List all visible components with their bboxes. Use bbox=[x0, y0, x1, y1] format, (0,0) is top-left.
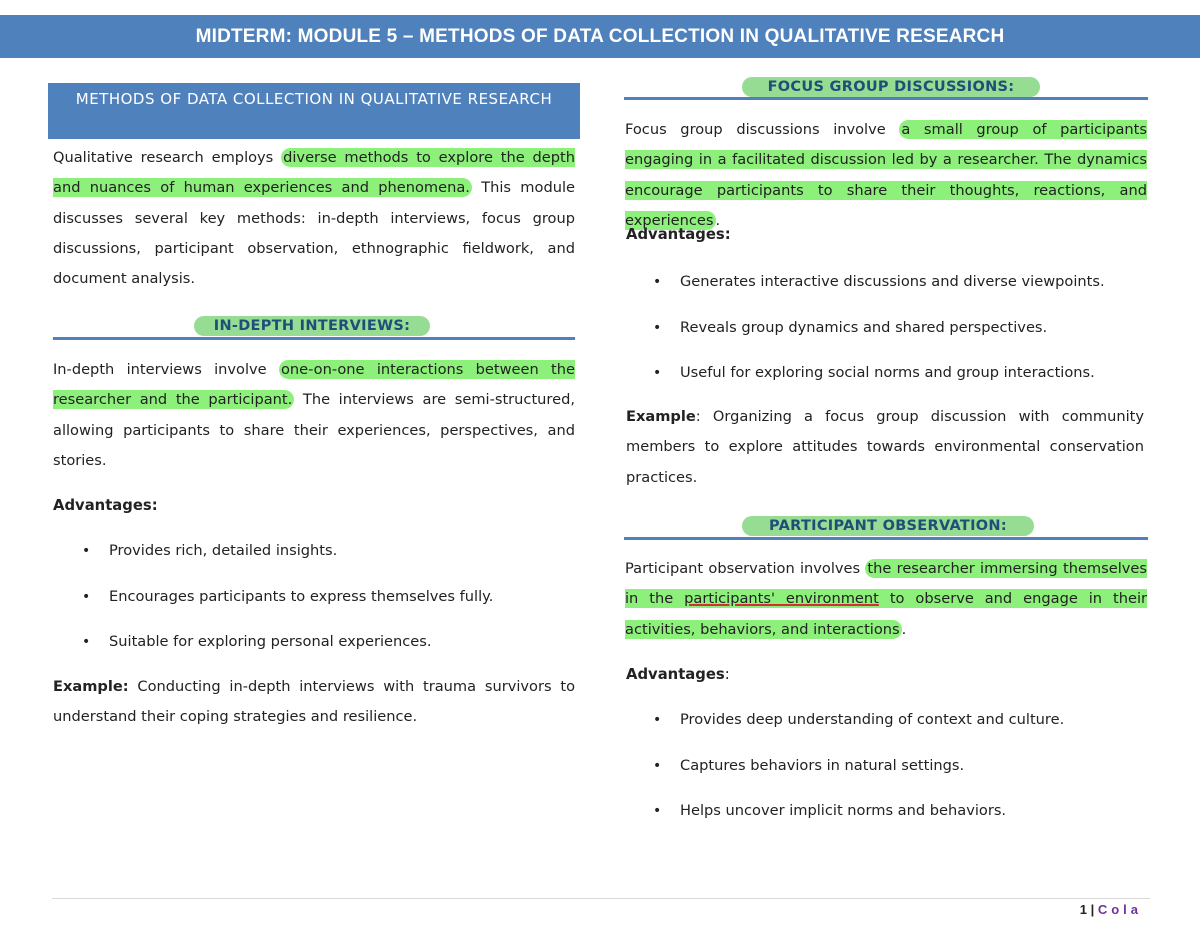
intro-paragraph bbox=[53, 143, 575, 294]
footer-author: Cola bbox=[1097, 902, 1142, 917]
focus-paragraph bbox=[625, 115, 1147, 236]
list-item: • Captures behaviors in natural settings. bbox=[653, 756, 1147, 802]
focus-example bbox=[626, 402, 1144, 493]
list-item: • Suitable for exploring personal experiences. bbox=[82, 632, 572, 678]
list-item: • Generates interactive discussions and diverse viewpoints. bbox=[653, 272, 1147, 318]
example-label: Example: bbox=[53, 678, 129, 695]
focus-heading bbox=[620, 77, 1150, 99]
list-item: • Useful for exploring social norms and group interactions. bbox=[653, 363, 1147, 409]
example-text: : Organizing a focus group discussion with community members to explore attitudes towards environmental conservation practices. bbox=[626, 408, 1144, 486]
participant-advantages-list bbox=[653, 710, 1147, 847]
focus-heading-label: FOCUS GROUP DISCUSSIONS: bbox=[742, 77, 1040, 97]
interviews-paragraph bbox=[53, 355, 575, 476]
participant-advantages-label bbox=[626, 666, 730, 683]
participant-text: Participant observation involves bbox=[625, 560, 866, 577]
participant-highlight-underlined: participants' environment bbox=[684, 590, 879, 608]
page-footer bbox=[1080, 902, 1142, 917]
list-item: • Provides deep understanding of context and culture. bbox=[653, 710, 1147, 756]
footer-divider bbox=[52, 898, 1150, 899]
participant-highlight-a: the researcher immersing themselves in the bbox=[625, 560, 1147, 608]
section-divider bbox=[53, 337, 575, 340]
participant-text-end: . bbox=[901, 620, 907, 638]
list-item: • Provides rich, detailed insights. bbox=[82, 541, 572, 587]
page-number: 1 bbox=[1079, 902, 1087, 917]
participant-highlight-b: to observe and engage in their activities, behaviors, and interactions bbox=[625, 590, 1147, 638]
interviews-heading bbox=[48, 316, 580, 338]
participant-heading-label: PARTICIPANT OBSERVATION: bbox=[742, 516, 1034, 536]
list-item: • Reveals group dynamics and shared perspectives. bbox=[653, 318, 1147, 364]
interviews-highlight: one-on-one interactions between the researcher and the participant. bbox=[53, 361, 575, 409]
interviews-example bbox=[53, 672, 575, 733]
footer-separator: | bbox=[1090, 902, 1095, 917]
focus-highlight: a small group of participants engaging in a facilitated discussion led by a researcher. The dynamics encourage participants to share their thoughts, reactions, and experiences bbox=[625, 121, 1147, 229]
example-text: Conducting in-depth interviews with trauma survivors to understand their coping strategies and resilience. bbox=[53, 678, 575, 726]
focus-text-end: . bbox=[715, 211, 721, 229]
focus-advantages-list bbox=[653, 272, 1147, 409]
advantages-label-colon: : bbox=[724, 666, 730, 683]
section-box-title: METHODS OF DATA COLLECTION IN QUALITATIVE RESEARCH bbox=[48, 83, 580, 139]
advantages-label-text: Advantages bbox=[626, 666, 725, 683]
focus-advantages-label: Advantages: bbox=[626, 226, 731, 243]
participant-heading bbox=[620, 516, 1150, 538]
section-divider bbox=[624, 537, 1148, 540]
interviews-advantages-label: Advantages: bbox=[53, 497, 158, 514]
section-divider bbox=[624, 97, 1148, 100]
interviews-text: In-depth interviews involve bbox=[53, 361, 279, 378]
interviews-text-continued: The interviews are semi-structured, allowing participants to share their experiences, perspectives, and stories. bbox=[53, 391, 575, 469]
example-label: Example bbox=[626, 408, 696, 425]
list-item: • Encourages participants to express themselves fully. bbox=[82, 587, 572, 633]
intro-text: Qualitative research employs bbox=[53, 149, 282, 166]
page-banner-title: MIDTERM: MODULE 5 – METHODS OF DATA COLLECTION IN QUALITATIVE RESEARCH bbox=[0, 15, 1200, 58]
list-item: • Helps uncover implicit norms and behaviors. bbox=[653, 801, 1147, 847]
focus-text: Focus group discussions involve bbox=[625, 121, 900, 138]
intro-text-continued: This module discusses several key methods: in-depth interviews, focus group discussions, participant observation, ethnographic fieldwork, and document analysis. bbox=[53, 179, 575, 288]
intro-highlight: diverse methods to explore the depth and nuances of human experiences and phenomena. bbox=[53, 149, 575, 197]
interviews-heading-label: IN-DEPTH INTERVIEWS: bbox=[194, 316, 430, 336]
interviews-advantages-list bbox=[82, 541, 572, 678]
participant-paragraph bbox=[625, 554, 1147, 645]
